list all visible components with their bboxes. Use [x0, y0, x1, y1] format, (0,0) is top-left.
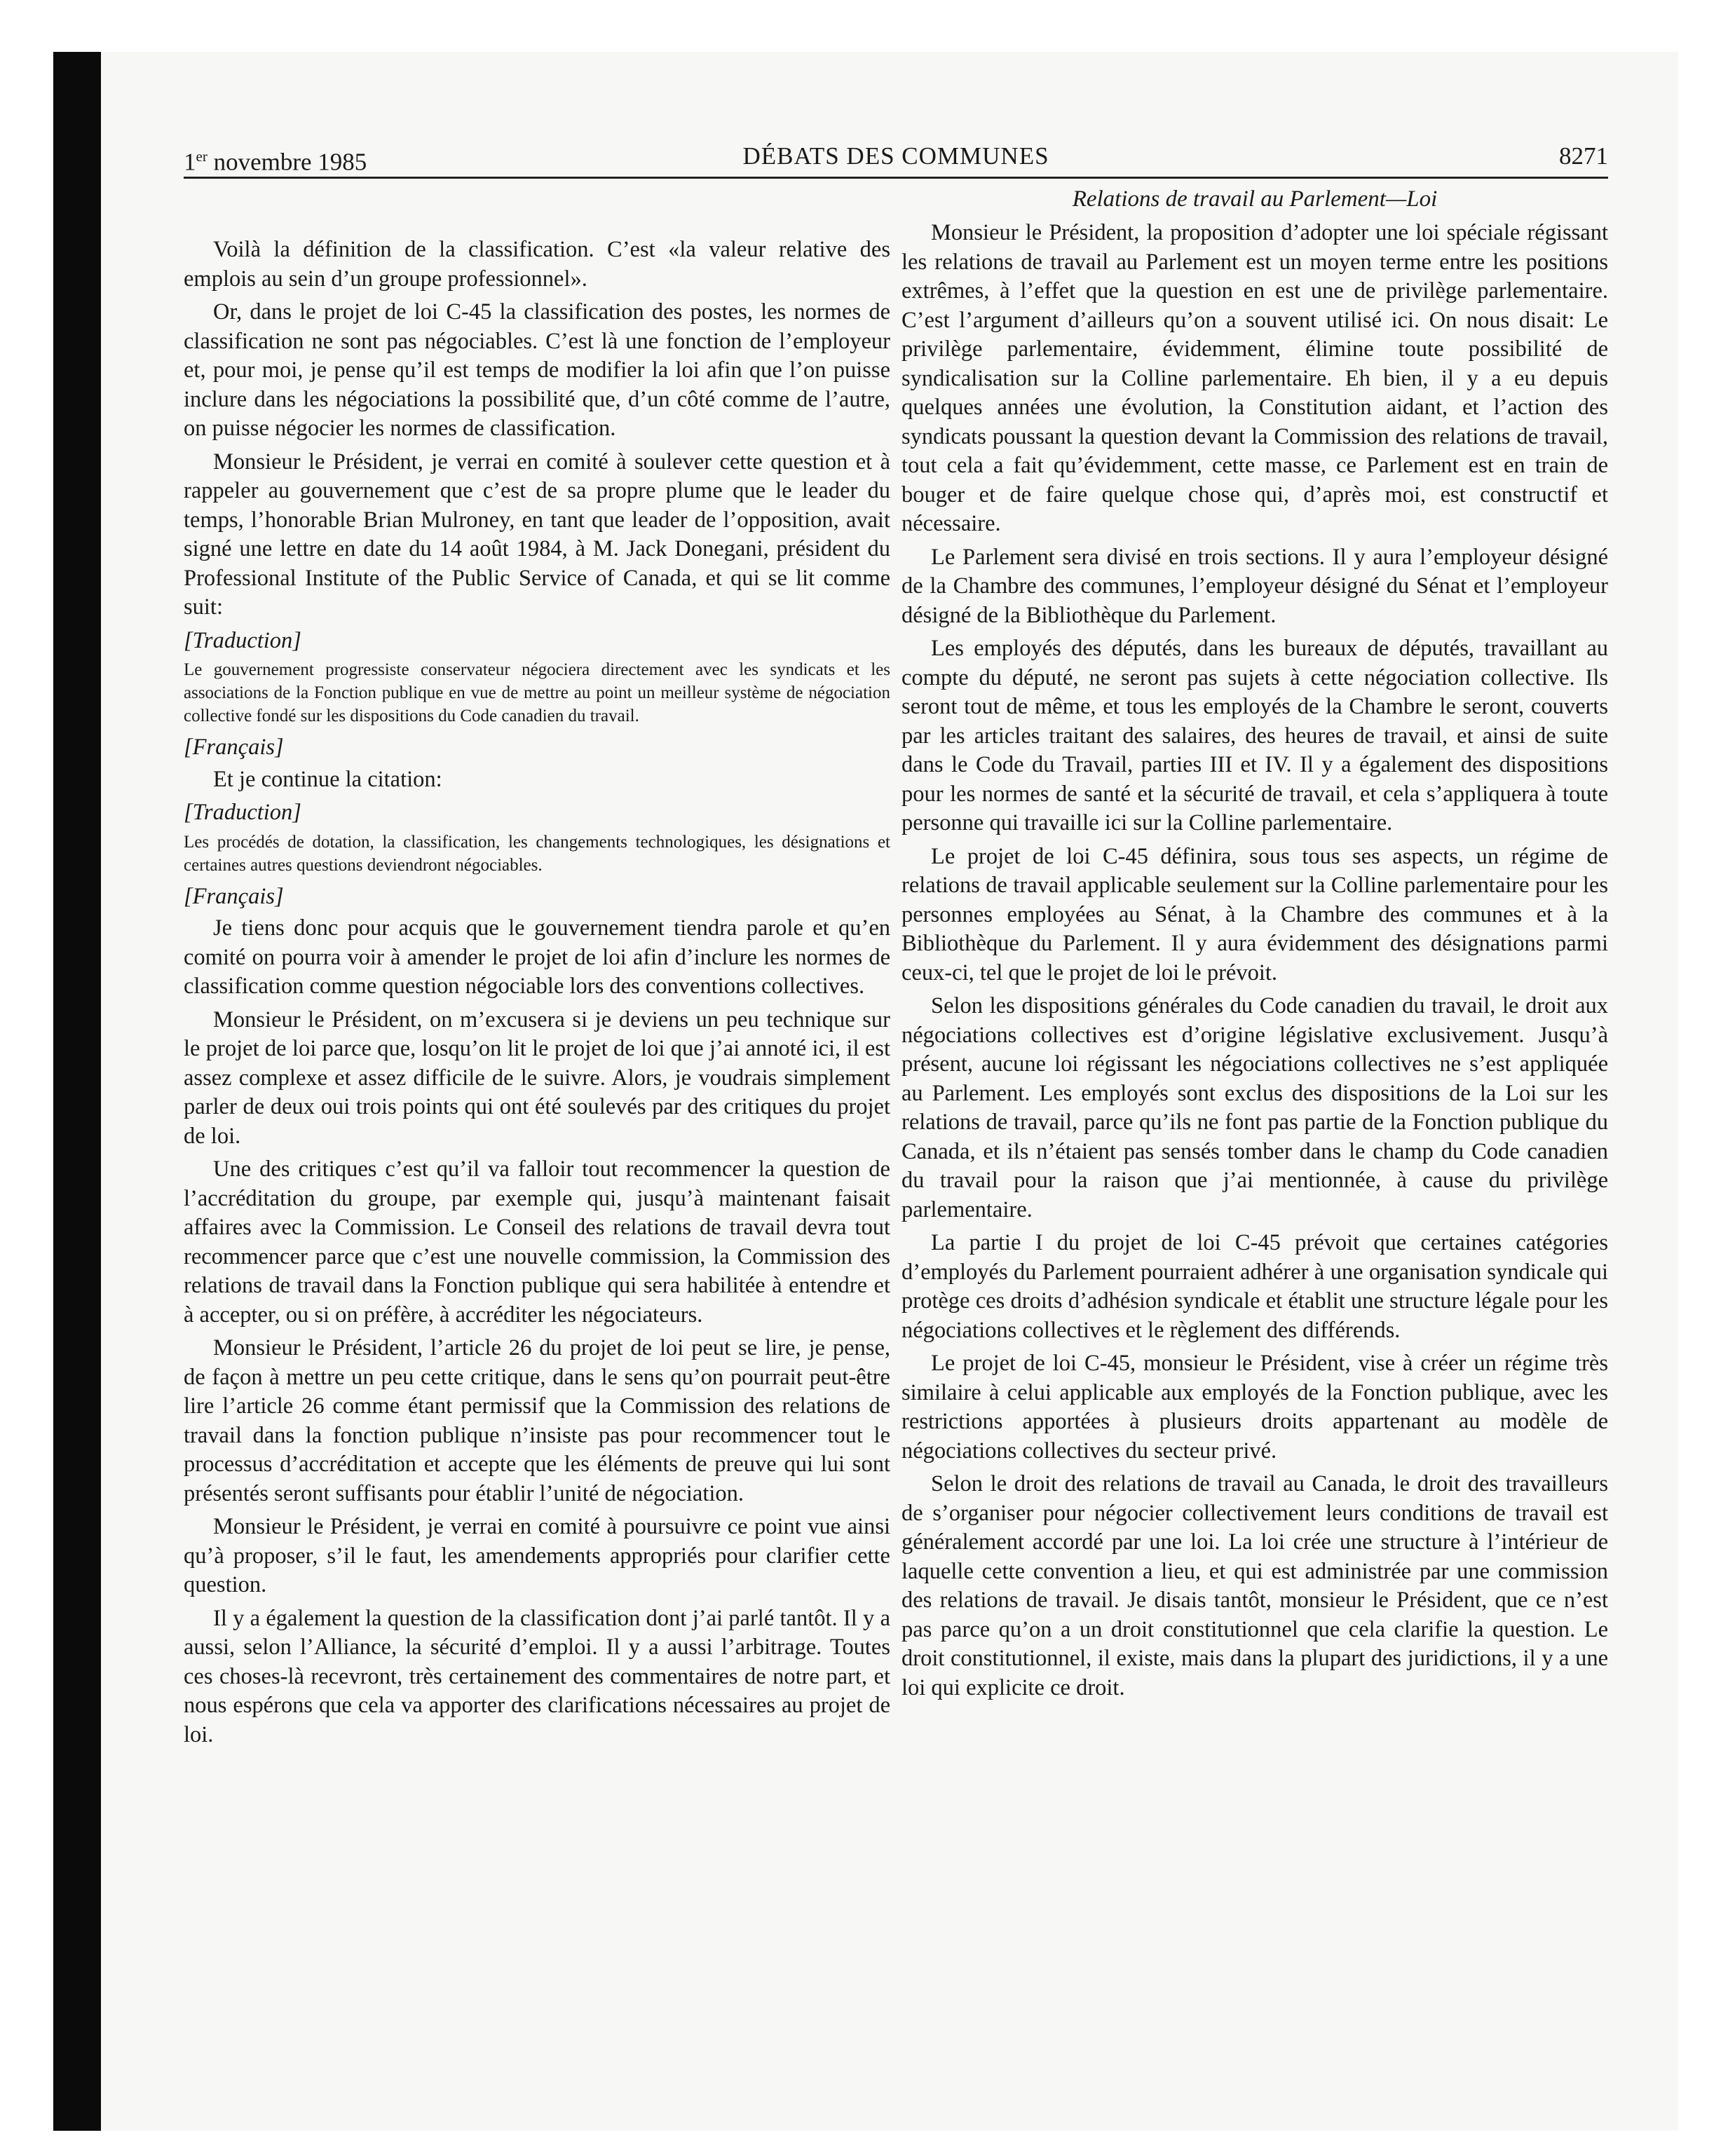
- right-column: [901, 184, 1608, 1707]
- paragraph: Monsieur le Président, l’article 26 du projet de loi peut se lire, je pense, de façon à mettre un peu cette critique, dans le sens qu’on pourrait peut-être lire l’article 26 comme étant permissif que la Commission des relations de travail dans la fonction publique n’insiste pas pour recommencer tout le processus d’accréditation et accepte que les éléments de preuve qui lui sont présentés seront suffisants pour établir l’unité de négociation.: [184, 1335, 890, 1506]
- paragraph: Monsieur le Président, la proposition d’adopter une loi spéciale régissant les relations de travail au Parlement est un moyen terme entre les positions extrêmes, à l’effet que la question en est une de privilège parlementaire. C’est l’argument d’ailleurs qu’on a souvent utilisé ici. On nous disait: Le privilège parlementaire, évidemment, élimine toute possibilité de syndicalisation sur la Colline parlementaire. Eh bien, il y a eu depuis quelques années une évolution, la Constitution aidant, et l’action des syndicats poussant la question devant la Commission des relations de travail, tout cela a fait qu’évidemment, cette masse, ce Parlement est en train de bouger et de faire quelque chose qui, d’après moi, est constructif et nécessaire.: [901, 220, 1608, 536]
- language-tag: [Traduction]: [184, 800, 301, 825]
- paragraph: Il y a également la question de la classification dont j’ai parlé tantôt. Il y a aussi, selon l’Alliance, la sécurité d’emploi. Il y a aussi l’arbitrage. Toutes ces choses-là recevront, très certainement des commentaires de notre part, et nous espérons que cela va apporter des clarifications nécessaires au projet de loi.: [184, 1605, 890, 1747]
- language-tag: [Traduction]: [184, 627, 301, 653]
- language-tag: [Français]: [184, 883, 284, 909]
- language-tag: [Français]: [184, 735, 284, 760]
- header-date: 1er novembre 1985: [184, 148, 367, 176]
- section-title: Relations de travail au Parlement—Loi: [1072, 186, 1438, 212]
- paragraph: Et je continue la citation:: [213, 766, 442, 792]
- paragraph: Le Parlement sera divisé en trois sections. Il y aura l’employeur désigné de la Chambre des communes, l’employeur désigné du Sénat et l’employeur désigné de la Bibliothèque du Parlement.: [901, 544, 1608, 628]
- paragraph: Je tiens donc pour acquis que le gouvernement tiendra parole et qu’en comité on pourra voir à amender le projet de loi afin d’inclure les normes de classification comme question négociable lors des conventions collectives.: [184, 915, 890, 999]
- paragraph: Le projet de loi C-45, monsieur le Président, vise à créer un régime très similaire à celui applicable aux employés de la Fonction publique, avec les restrictions apportées à plusieurs droits appartenant au modèle de négociations collectives du secteur privé.: [901, 1351, 1608, 1464]
- paragraph: Monsieur le Président, on m’excusera si je deviens un peu technique sur le projet de loi parce que, losqu’on lit le projet de loi que j’ai annoté ici, il est assez complexe et assez difficile de le suivre. Alors, je voudrais simplement parler de deux oui trois points qui ont été soulevés par des critiques du projet de loi.: [184, 1007, 890, 1149]
- paragraph: Selon le droit des relations de travail au Canada, le droit des travailleurs de s’organiser pour négocier collectivement leurs conditions de travail est généralement accordé par une loi. La loi crée une structure à l’intérieur de laquelle cette convention a lieu, et qui est administrée par une commission des relations de travail. Je disais tantôt, monsieur le Président, que ce n’est pas parce qu’on a un droit constitutionnel que cela clarifie la question. Le droit constitutionnel, il existe, mais dans la plupart des juridictions, il y a une loi qui explicite ce droit.: [901, 1471, 1608, 1700]
- paragraph: Monsieur le Président, je verrai en comité à poursuivre ce point vue ainsi qu’à proposer, s’il le faut, les amendements appropriés pour clarifier cette question.: [184, 1514, 890, 1597]
- paragraph: Les employés des députés, dans les bureaux de députés, travaillant au compte du député, ne seront pas sujets à cette négociation collective. Ils seront tout de même, et tous les employés de la Chambre le seront, couverts par les articles traitant des salaires, des heures de travail, et ainsi de suite dans le Code du Travail, parties III et IV. Il y a également des dispositions pour les normes de santé et la sécurité de travail, et cela s’appliquera à toute personne qui travaille ici sur la Colline parlementaire.: [901, 636, 1608, 835]
- paragraph: Selon les dispositions générales du Code canadien du travail, le droit aux négociations collectives est d’origine législative exclusivement. Jusqu’à présent, aucune loi régissant les négociations collectives ne s’est appliquée au Parlement. Les employés sont exclus des dispositions de la Loi sur les relations de travail, parce qu’ils ne font pas partie de la Fonction publique du Canada, et ils n’étaient pas sensés tomber dans le champ du Code canadien du travail pour la raison que j’ai mentionnée, à cause du privilège parlementaire.: [901, 993, 1608, 1222]
- paragraph: Une des critiques c’est qu’il va falloir tout recommencer la question de l’accréditation du groupe, par exemple qui, jusqu’à maintenant faisait affaires avec la Commission. Le Conseil des relations de travail devra tout recommencer parce que c’est une nouvelle commission, la Commission des relations de travail dans la Fonction publique qui sera habilitée à entendre et à accepter, ou si on préfère, à accréditer les négociateurs.: [184, 1157, 890, 1328]
- paragraph: Or, dans le projet de loi C-45 la classification des postes, les normes de classification ne sont pas négociables. C’est là une fonction de l’employeur et, pour moi, je pense qu’il est temps de modifier la loi afin que l’on puisse inclure dans les négociations la possibilité que, d’un côté comme de l’autre, on puisse négocier les normes de classification.: [184, 299, 890, 441]
- page-number: 8271: [1559, 142, 1608, 170]
- block-quote: Le gouvernement progressiste conservateur négociera directement avec les syndicats et les associations de la Fonction publique en vue de mettre au point un meilleur système de négociation collective fondé sur les dispositions du Code canadien du travail.: [184, 660, 890, 725]
- paragraph: La partie I du projet de loi C-45 prévoit que certaines catégories d’employés du Parlement pourraient adhérer à une organisation syndicale qui protège ces droits d’adhésion syndicale et établit une structure légale pour les négociations collectives et le règlement des différends.: [901, 1230, 1608, 1343]
- left-column: [184, 236, 890, 1754]
- header-title: DÉBATS DES COMMUNES: [742, 142, 1049, 170]
- page-header: [184, 140, 1608, 179]
- paragraph: Voilà la définition de la classification. C’est «la valeur relative des emplois au sein d’un groupe professionnel».: [184, 237, 890, 292]
- block-quote: Les procédés de dotation, la classification, les changements technologiques, les désignations et certaines autres questions deviendront négociables.: [184, 832, 890, 875]
- scan-binding-edge: [53, 52, 101, 2131]
- paragraph: Le projet de loi C-45 définira, sous tous ses aspects, un régime de relations de travail applicable seulement sur la Colline parlementaire pour les personnes employées au Sénat, à la Chambre des communes et à la Bibliothèque du Parlement. Il y aura évidemment des désignations parmi ceux-ci, tel que le projet de loi le prévoit.: [901, 843, 1608, 985]
- paragraph: Monsieur le Président, je verrai en comité à soulever cette question et à rappeler au gouvernement que c’est de sa propre plume que le leader du temps, l’honorable Brian Mulroney, en tant que leader de l’opposition, avait signé une lettre en date du 14 août 1984, à M. Jack Donegani, président du Professional Institute of the Public Service of Canada, et qui se lit comme suit:: [184, 449, 890, 620]
